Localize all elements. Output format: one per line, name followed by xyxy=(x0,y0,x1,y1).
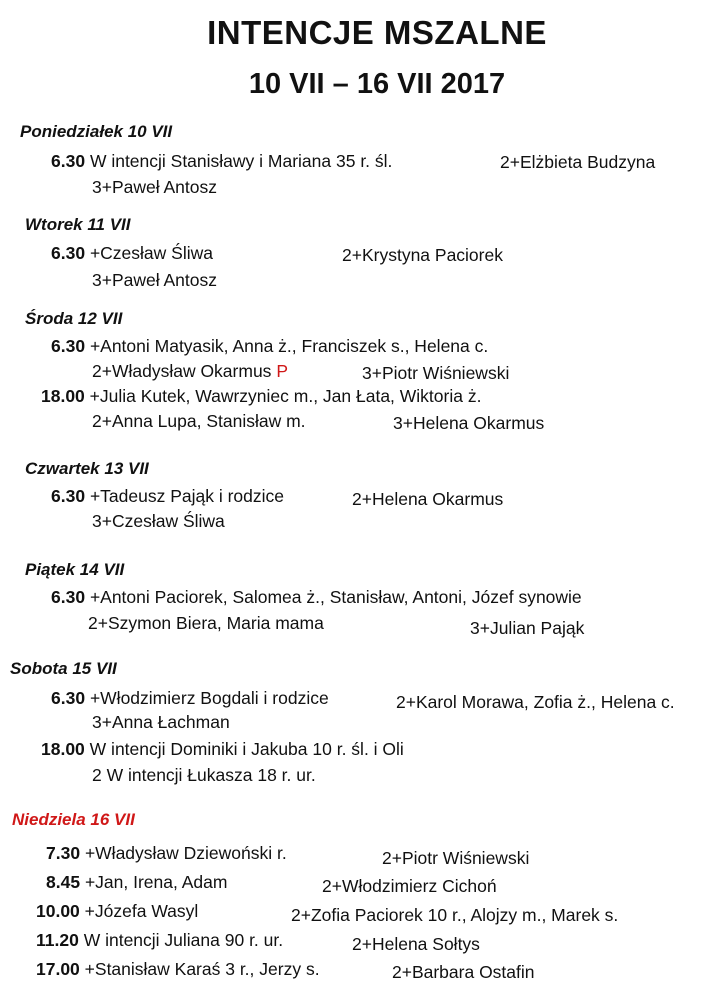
mass-line xyxy=(51,688,329,709)
extra-intention: 2+Helena Okarmus xyxy=(352,489,504,509)
mass-time: 6.30 xyxy=(51,486,86,506)
intention-text: +Tadeusz Pająk i rodzice xyxy=(89,486,285,506)
extra-intention: 2+Włodzimierz Cichoń xyxy=(322,876,497,896)
intention-text: +Włodzimierz Bogdali i rodzice xyxy=(89,688,329,708)
intention-text: +Józefa Wasyl xyxy=(84,901,199,921)
extra-intention: 2+Piotr Wiśniewski xyxy=(382,848,530,868)
intention-text: +Jan, Irena, Adam xyxy=(84,872,228,892)
mass-line xyxy=(41,739,404,760)
intention-text: 3+Paweł Antosz xyxy=(92,177,218,197)
intention-text: +Władysław Dziewoński r. xyxy=(84,843,287,863)
extra-intention: 2+Barbara Ostafin xyxy=(392,962,535,982)
mass-time: 18.00 xyxy=(41,386,85,406)
day-heading-tuesday: Wtorek 11 VII xyxy=(25,215,131,234)
mass-line xyxy=(41,386,481,407)
intention-text: +Antoni Paciorek, Salomea ż., Stanisław, Antoni, Józef synowie xyxy=(89,587,582,607)
mass-line xyxy=(51,336,488,357)
date-range: 10 VII – 16 VII 2017 xyxy=(248,68,506,100)
mass-line xyxy=(51,243,213,264)
mass-time: 6.30 xyxy=(51,151,86,171)
mass-time: 6.30 xyxy=(51,587,86,607)
mass-line xyxy=(92,361,288,382)
mass-line xyxy=(46,872,227,893)
intention-text: W intencji Juliana 90 r. ur. xyxy=(83,930,284,950)
extra-intention: 2+Helena Sołtys xyxy=(352,934,480,954)
mass-time: 17.00 xyxy=(36,959,80,979)
page-title: INTENCJE MSZALNE xyxy=(207,14,547,51)
intention-text: 3+Paweł Antosz xyxy=(92,270,218,290)
day-heading-sunday: Niedziela 16 VII xyxy=(12,810,135,829)
intention-text: W intencji Stanisławy i Mariana 35 r. śl. xyxy=(89,151,393,171)
day-heading-wednesday: Środa 12 VII xyxy=(25,309,123,328)
mass-line xyxy=(51,151,392,172)
mass-line xyxy=(36,959,320,980)
intention-text: +Julia Kutek, Wawrzyniec m., Jan Łata, Wiktoria ż. xyxy=(89,386,482,406)
mass-time: 6.30 xyxy=(51,243,86,263)
extra-intention: 3+Julian Pająk xyxy=(470,618,585,638)
intention-text: 3+Czesław Śliwa xyxy=(92,511,225,531)
p-mark: P xyxy=(276,361,288,381)
day-heading-thursday: Czwartek 13 VII xyxy=(25,459,149,478)
mass-time: 18.00 xyxy=(41,739,85,759)
extra-intention: 3+Piotr Wiśniewski xyxy=(362,363,510,383)
intention-text: 2+Szymon Biera, Maria mama xyxy=(88,613,324,633)
intention-text: 3+Anna Łachman xyxy=(92,712,230,732)
intention-text: +Stanisław Karaś 3 r., Jerzy s. xyxy=(84,959,320,979)
extra-intention: 2+Krystyna Paciorek xyxy=(342,245,503,265)
mass-time: 6.30 xyxy=(51,688,86,708)
mass-time: 7.30 xyxy=(46,843,81,863)
mass-line xyxy=(36,901,198,922)
intention-text: +Antoni Matyasik, Anna ż., Franciszek s., Helena c. xyxy=(89,336,489,356)
intention-text: 2+Anna Lupa, Stanisław m. xyxy=(92,411,306,431)
extra-intention: 3+Helena Okarmus xyxy=(393,413,545,433)
mass-time: 11.20 xyxy=(36,930,79,950)
extra-intention: 2+Zofia Paciorek 10 r., Alojzy m., Marek s. xyxy=(291,905,619,925)
extra-intention: 2+Karol Morawa, Zofia ż., Helena c. xyxy=(396,692,675,712)
day-heading-friday: Piątek 14 VII xyxy=(25,560,125,579)
mass-line xyxy=(36,930,283,951)
mass-line xyxy=(51,587,582,608)
mass-time: 10.00 xyxy=(36,901,80,921)
day-heading-saturday: Sobota 15 VII xyxy=(10,659,117,678)
intention-text: 2+Władysław Okarmus xyxy=(92,361,272,381)
mass-line xyxy=(46,843,287,864)
day-heading-monday: Poniedziałek 10 VII xyxy=(20,122,173,141)
intention-text: 2 W intencji Łukasza 18 r. ur. xyxy=(92,765,316,785)
mass-time: 8.45 xyxy=(46,872,81,892)
extra-intention: 2+Elżbieta Budzyna xyxy=(500,152,656,172)
intention-text: +Czesław Śliwa xyxy=(89,243,213,263)
mass-time: 6.30 xyxy=(51,336,86,356)
intention-text: W intencji Dominiki i Jakuba 10 r. śl. i Oli xyxy=(89,739,404,759)
mass-line xyxy=(51,486,284,507)
